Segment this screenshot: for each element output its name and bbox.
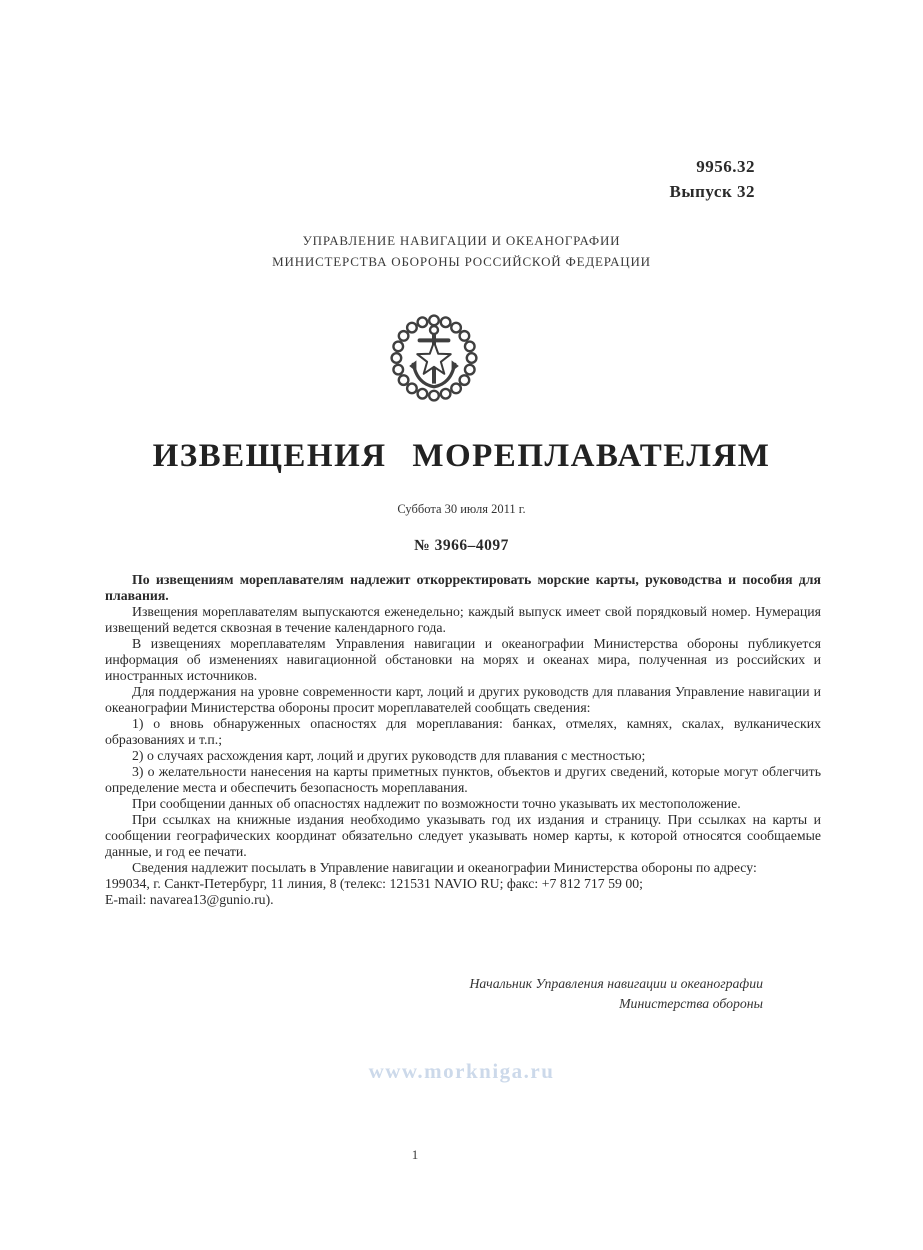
paragraph: При сообщении данных об опасностях надлежит по возможности точно указывать их местоположение. — [132, 796, 741, 811]
org-name-line1: УПРАВЛЕНИЕ НАВИГАЦИИ И ОКЕАНОГРАФИИ — [302, 233, 621, 248]
signature-title-line1: Начальник Управления навигации и океанографии — [469, 976, 763, 991]
notice-number-range: № 3966–4097 — [414, 537, 509, 554]
address-line: 199034, г. Санкт-Петербург, 11 линия, 8 (телекс: 121531 NAVIO RU; факс: +7 812 717 59 00; — [105, 876, 643, 891]
paragraph: В извещениях мореплавателям Управления навигации и океанографии Министерства обороны публикуется информация об изменениях навигационной обстановки на морях и океанах мира, полученная из российских и иностранных источников. — [105, 636, 821, 683]
list-item: 3) о желательности нанесения на карты приметных пунктов, объектов и других сведений, которые могут облегчить определение места и обеспечить безопасность мореплавания. — [105, 764, 821, 795]
org-name-line2: МИНИСТЕРСТВА ОБОРОНЫ РОССИЙСКОЙ ФЕДЕРАЦИИ — [272, 254, 651, 269]
list-item: 2) о случаях расхождения карт, лоций и других руководств для плавания с местностью; — [132, 748, 646, 763]
document-code: 9956.32 — [696, 157, 755, 176]
signature-title-line2: Министерства обороны — [619, 996, 763, 1011]
paragraph: Извещения мореплавателям выпускаются еженедельно; каждый выпуск имеет свой порядковый номер. Нумерация извещений ведется сквозная в течение календарного года. — [105, 604, 821, 635]
document-code-block — [670, 154, 755, 204]
issue-label: Выпуск 32 — [669, 182, 755, 201]
page-title: ИЗВЕЩЕНИЯ МОРЕПЛАВАТЕЛЯМ — [152, 438, 771, 474]
signature-block — [105, 974, 763, 1014]
document-body — [105, 572, 821, 908]
paragraph: По извещениям мореплавателям надлежит откорректировать морские карты, руководства и пособия для плавания. — [105, 572, 821, 603]
paragraph: Сведения надлежит посылать в Управление навигации и океанографии Министерства обороны по адресу: — [132, 860, 757, 875]
navy-anchor-star-chain-icon — [386, 310, 482, 406]
list-item: 1) о вновь обнаруженных опасностях для мореплавания: банках, отмелях, камнях, скалах, вулканических образованиях и т.п.; — [105, 716, 821, 747]
watermark-text: www.morkniga.ru — [368, 1059, 555, 1083]
page-number: 1 — [411, 1147, 419, 1162]
paragraph: Для поддержания на уровне современности карт, лоций и других руководств для плавания Управление навигации и океанографии Министерства обороны просит мореплавателей сообщать сведения: — [105, 684, 821, 715]
paragraph: При ссылках на книжные издания необходимо указывать год их издания и страницу. При ссылках на карты и сообщении географических координат обязательно следует указывать номер карты, к которой относятся сообщаемые данные, и год ее печати. — [105, 812, 821, 859]
organization-header — [0, 230, 923, 272]
email-line: E-mail: navarea13@gunio.ru). — [105, 892, 274, 907]
issue-date: Суббота 30 июля 2011 г. — [397, 502, 526, 516]
